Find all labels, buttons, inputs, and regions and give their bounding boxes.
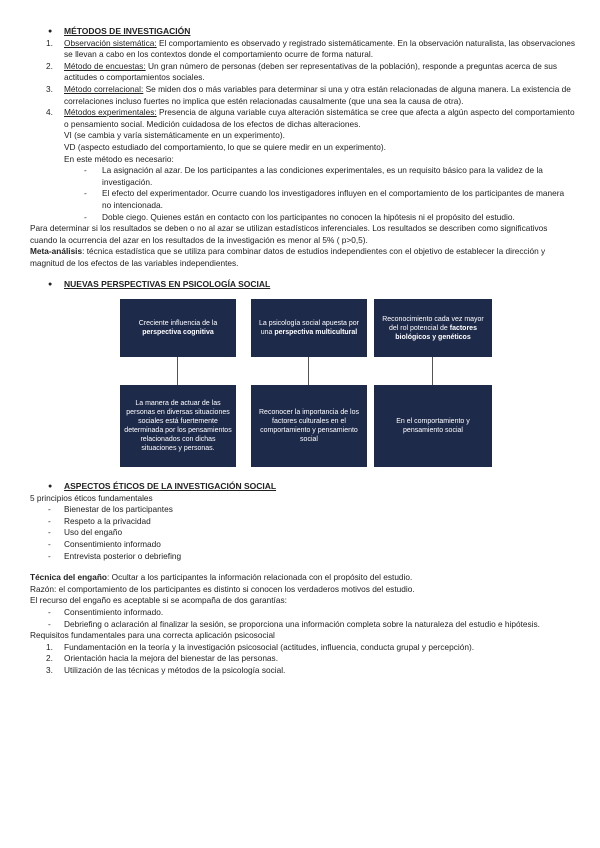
principles-intro: 5 principios éticos fundamentales: [30, 492, 153, 503]
list-item: 2. Orientación hacia la mejora del bienestar de las personas.: [46, 653, 278, 664]
diagram-box-biological-detail: En el comportamiento y pensamiento social: [374, 385, 492, 467]
razon-paragraph: Razón: el comportamiento de los participantes es distinto si conocen los verdaderos motivos del estudio.: [30, 583, 415, 594]
document-page: [30, 26, 575, 677]
list-item: - Consentimiento informado.: [48, 607, 164, 617]
vi-text: VI (se cambia y varía sistemáticamente en un experimento).: [64, 130, 285, 141]
inferential-paragraph: Para determinar si los resultados se deben o no al azar se utilizan estadísticos inferenciales. Los resultados se describen como significativos cuando la ocurrencia del azar en los resultados de la investigación es menor al 5% ( p>0,5).: [30, 223, 548, 245]
list-item: - Consentimiento informado: [48, 539, 161, 550]
methods-list: [30, 38, 575, 131]
list-item: - Doble ciego. Quienes están en contacto con los participantes no conocen la hipótesis ni el propósito del estudio.: [84, 211, 515, 222]
requisitos-list: [30, 642, 575, 677]
list-item: - Debriefing o aclaración al finalizar la sesión, se proporciona una información completa sobre la naturaleza del estudio e hipótesis.: [48, 618, 540, 629]
vd-text: VD (aspecto estudiado del comportamiento, lo que se quiere medir en un experimento).: [64, 141, 386, 152]
diagram-box-cognitive: Creciente influencia de la perspectiva cognitiva: [120, 299, 236, 357]
requisitos-paragraph: Requisitos fundamentales para una correcta aplicación psicosocial: [30, 630, 275, 641]
connector-line: [177, 357, 178, 385]
recurso-paragraph: El recurso del engaño es aceptable si se acompaña de dos garantías:: [30, 595, 287, 606]
list-item: - Uso del engaño: [48, 527, 123, 538]
list-item: 4. Métodos experimentales: Presencia de alguna variable cuya alteración sistemática se cree que afecta a algún aspecto del comportamiento o pensamiento social. Medición cuidadosa de los efectos de dichas alteraciones.: [46, 107, 575, 129]
section-heading-metodos: ● MÉTODOS DE INVESTIGACIÓN: [30, 26, 575, 38]
necesario-text: En este método es necesario:: [64, 153, 174, 164]
list-item: 1. Fundamentación en la teoría y la investigación psicosocial (actitudes, influencia, conducta grupal y percepción).: [46, 641, 475, 652]
diagram-box-multicultural: La psicología social apuesta por una perspectiva multicultural: [251, 299, 367, 357]
engano-paragraph: Técnica del engaño: Ocultar a los participantes la información relacionada con el propósito del estudio.: [30, 572, 413, 583]
diagram-box-multicultural-detail: Reconocer la importancia de los factores culturales en el comportamiento y pensamiento social: [251, 385, 367, 467]
diagram-box-cognitive-detail: La manera de actuar de las personas en diversas situaciones sociales está fuertemente determinada por los pensamientos relacionados con dichas situaciones y personas.: [120, 385, 236, 467]
meta-analysis-paragraph: Meta-análisis: técnica estadística que se utiliza para combinar datos de estudios independientes con el objetivo de establecer la dirección y magnitud de los efectos de las variables independientes.: [30, 246, 546, 268]
list-item: - Entrevista posterior o debriefing: [48, 550, 182, 561]
section-heading-eticos: ● ASPECTOS ÉTICOS DE LA INVESTIGACIÓN SOCIAL: [30, 481, 575, 493]
requirements-list: [30, 165, 575, 223]
section-heading-perspectivas: ● NUEVAS PERSPECTIVAS EN PSICOLOGÍA SOCIAL: [30, 279, 575, 291]
list-item: 1. Observación sistemática: El comportamiento es observado y registrado sistemáticamente. En la observación naturalista, las observaciones se llevan a cabo en los contextos donde el comportamiento ocurre de forma natural.: [46, 37, 575, 60]
principles-list: [30, 504, 575, 562]
list-item: - Respeto a la privacidad: [48, 515, 151, 526]
list-item: - El efecto del experimentador. Ocurre cuando los investigadores influyen en el comportamiento de los participantes de manera no intencionada.: [84, 188, 565, 210]
list-item: 3. Método correlacional: Se miden dos o más variables para determinar si una y otra están relacionadas de alguna manera. La existencia de correlaciones incluso fuertes no implica que estén relacionadas causalmente (que una sea la causa de otra).: [46, 83, 571, 106]
perspectives-diagram: [30, 297, 575, 469]
diagram-box-biological: Reconocimiento cada vez mayor del rol potencial de factores biológicos y genéticos: [374, 299, 492, 357]
list-item: - La asignación al azar. De los participantes a las condiciones experimentales, es un requisito básico para la validez de la investigación.: [84, 165, 543, 187]
list-item: 3. Utilización de las técnicas y métodos de la psicología social.: [46, 664, 286, 675]
connector-line: [432, 357, 433, 385]
list-item: - Bienestar de los participantes: [48, 504, 173, 515]
garantias-list: [30, 607, 575, 630]
connector-line: [308, 357, 309, 385]
list-item: 2. Método de encuestas: Un gran número de personas (deben ser representativas de la población), responde a preguntas acerca de sus actitudes o comportamientos sociales.: [46, 60, 558, 83]
